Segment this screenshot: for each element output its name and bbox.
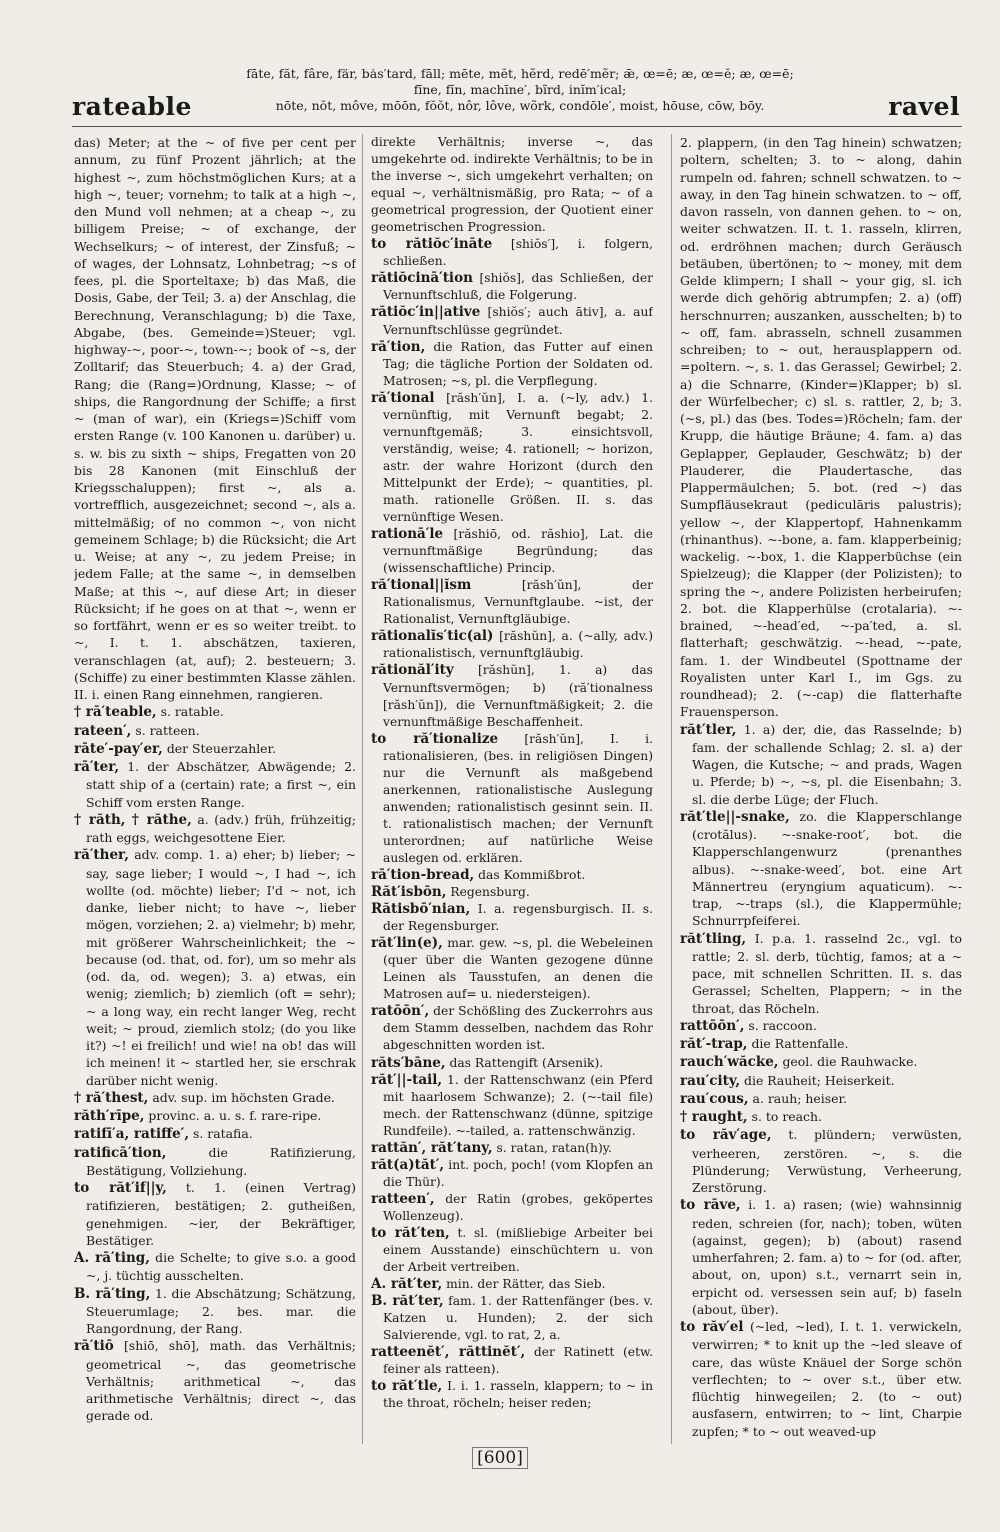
entry-text: I. a. regensburgisch. II. s. der Regensburger. — [383, 902, 653, 934]
headword: ratifī′a, ratiffe′, — [74, 1126, 190, 1143]
dictionary-entry — [371, 1225, 653, 1276]
headword: rā′tiō — [74, 1338, 114, 1355]
entry-text: int. poch, poch! (vom Klopfen an die Thür). — [383, 1157, 653, 1189]
dictionary-entry — [371, 935, 653, 1003]
column-1 — [74, 134, 356, 1444]
entry-text: [shiŏs′; auch ātiv], a. auf Vernunftschlüsse gegründet. — [383, 305, 653, 337]
page-number-label: [600] — [472, 1447, 528, 1469]
dictionary-entry — [680, 1126, 962, 1196]
headword: răt′tling, — [680, 930, 747, 947]
entry-text: [răsh′ŭn], I. i. rationalisieren, (bes. in religiösen Dingen) nur die Vernunft als maßgebend anerkennen, rationalistische Auslegung anwenden; rationalistisch gesinnt sein. II. t. rationalistisch machen; der Vernunft unterordnen; auf natürliche Weise auslegen od. erklären. — [383, 731, 653, 865]
headword: răts′bāne, — [371, 1054, 446, 1071]
entry-text: die Ratifizierung, Bestätigung, Vollziehung. — [86, 1144, 356, 1178]
entry-text: 1. a) der, die, das Rasselnde; b) fam. der schallende Schlag; 2. sl. a) der Wagen, die Kutsche; ~ and prads, Wagen u. Pferde; b) ~, ~s, pl. die Eisenbahn; 3. sl. die derbe Lüge; der Fluch. — [692, 721, 962, 807]
entry-text: [răsh′ŭn], der Rationalismus, Vernunftglaube. ~ist, der Rationalist, Vernunftgläubige. — [383, 578, 653, 627]
headword: ratificā′tion, — [74, 1144, 167, 1161]
dictionary-entry — [680, 808, 962, 930]
entry-text: I. p.a. 1. rasselnd 2c., vgl. to rattle; 2. sl. derb, tüchtig, famos; at a ~ pace, mit schnellen Schritten. II. s. das Gerassel; Schelten, Plappern; ~ in the throat, das Röcheln. — [692, 930, 962, 1016]
entry-text: min. der Rätter, das Sieb. — [442, 1277, 606, 1292]
page-number — [0, 1448, 1000, 1468]
dictionary-entry — [371, 526, 653, 577]
entry-text: zo. die Klapperschlange (crotălus). ~-snake-root′, bot. die Klapperschlangenwurz (prenanthes albus). ~-snake-weed′, bot. eine Art Männertreu (eryngium aquaticum). ~-trap, ~-traps (sl.), die Klappermühle; Schnurrpfeiferei. — [692, 808, 962, 929]
dictionary-entry — [371, 304, 653, 338]
headword: rau′cous, — [680, 1090, 749, 1107]
headword: rationā′le — [371, 526, 444, 543]
headword: rauch′wăcke, — [680, 1054, 779, 1071]
headword: A. răt′ter, — [371, 1276, 443, 1293]
column-divider — [362, 134, 363, 1444]
dictionary-entry — [371, 1378, 653, 1412]
dictionary-entry — [371, 1140, 653, 1157]
dictionary-entry — [371, 1276, 653, 1293]
entry-text: fam. 1. der Rattenfänger (bes. v. Katzen u. Hunden); 2. der sich Salvierende, vgl. to rat, 2, a. — [383, 1294, 653, 1343]
headword: rattăn′, răt′tany, — [371, 1139, 493, 1156]
headword: rateen′, — [74, 722, 132, 739]
headword: to răv′age, — [680, 1127, 772, 1144]
entry-text: adv. sup. im höchsten Grade. — [148, 1089, 335, 1105]
headword: to ră′tionalize — [371, 730, 499, 747]
dictionary-entry — [371, 390, 653, 526]
headword: răt′tler, — [680, 721, 737, 738]
dictionary-entry — [74, 1144, 356, 1180]
headword: † rā′teable, — [74, 704, 157, 721]
headword: ratteen′, — [371, 1190, 435, 1207]
entry-text: das) Meter; at the ~ of five per cent per annum, zu fünf Prozent jährlich; at the highest ~, zum höchstmöglichen Kurs; at a high ~, teuer; vornehm; to talk at a high ~, den Mund voll nehmen; at a cheap ~, zu billigem Preise; ~ of exchange, der Wechselkurs; ~ of interest, der Zinsfuß; ~ of wages, der Lohnsatz, Lohnbetrag; ~s of fees, pl. die Sporteltaxe; b) das Maß, die Dosis, Gabe, der Teil; 3. a) der Anschlag, die Berechnung, Veranschlagung; b) die Taxe, Abgabe, (bes. Gemeinde=)Steuer; vgl. highway-~, poor-~, town-~; book of ~s, der Zolltarif; das Steuerbuch; 4. a) der Grad, Rang; die (Rang=)Ordnung, Klasse; ~ of ships, die Rangordnung der Schiffe; a first ~ (man of war), ein (Kriegs=)Schiff vom ersten Range (v. 100 Kanonen u. darüber) u. s. w. bis zu sixth ~ ships, Fregatten von 20 bis 28 Kanonen (mit Einschluß der Kriegsschaluppen); first ~, als a. vortrefflich, ausgezeichnet; second ~, als a. mittelmäßig; of no common ~, von nicht gemeinem Schlage; b) die Rücksicht; die Art u. Weise; at any ~, zu jedem Preise; in jedem Falle; at the same ~, in demselben Maße; at this ~, auf diese Art; in dieser Rücksicht; if he goes on at that ~, wenn er so fortfährt, wenn er es so weiter treibt. to ~, I. t. 1. abschätzen, taxieren, veranschlagen (at, auf); 2. besteuern; 3. (Schiffe) zu einer bestimmten Klasse zählen. II. i. einen Rang einnehmen, rangieren. — [74, 135, 356, 702]
dictionary-entry — [371, 1191, 653, 1225]
entry-text: [shiŏs], das Schließen, der Vernunftschluß, die Folgerung. — [383, 271, 653, 303]
dictionary-entry — [371, 1055, 653, 1072]
dictionary-entry — [74, 722, 356, 740]
dictionary-entry — [371, 731, 653, 867]
entry-text: s. ratafia. — [189, 1126, 253, 1142]
entry-text: 1. die Abschätzung; Schätzung, Steuerumlage; 2. bes. mar. die Rangordnung, der Rang. — [86, 1285, 356, 1336]
headword: rătionalĭs′tic(al) — [371, 628, 494, 645]
entry-text: [răshŭn], 1. a) das Vernunftsvermögen; b) (ră′tionalness [răsh′ŭn]), die Vernunftmäßigkeit; 2. die vernunftmäßige Beschaffenheit. — [383, 663, 653, 729]
entry-text: [shiŏs′], i. folgern, schließen. — [383, 237, 653, 269]
entry-text: die Rattenfalle. — [747, 1036, 849, 1051]
entry-text: die Ration, das Futter auf einen Tag; die tägliche Portion der Soldaten od. Matrosen; ~s, pl. die Verpflegung. — [383, 339, 653, 388]
entry-continuation — [74, 134, 356, 703]
entry-text: s. ratteen. — [131, 722, 200, 738]
dictionary-entry — [680, 721, 962, 808]
headword: to răt′tle, — [371, 1378, 443, 1395]
entry-text: a. (adv.) früh, frühzeitig; rath eggs, weichgesottene Eier. — [86, 811, 356, 845]
dictionary-entry — [371, 662, 653, 730]
dictionary-entry — [371, 236, 653, 270]
dictionary-entry — [74, 1337, 356, 1424]
entry-text: adv. comp. 1. a) eher; b) lieber; ~ say, sage lieber; I would ~, I had ~, ich wollte (od. möchte) lieber; I'd ~ not, ich danke, lieber nicht; to have ~, lieber mögen, vorziehen; 2. a) vielmehr; b) mehr, mit größerer Wahrscheinlichkeit; the ~ because (od. that, od. for), um so mehr als (od. da, od. wegen); 3. a) etwas, ein wenig; ziemlich; b) ziemlich (oft = sehr); ~ a long way, ein recht langer Weg, recht weit; ~ proud, ziemlich stolz; (do you like it?) ~! ei freilich! und wie! na ob! das will ich meinen! it ~ startled her, sie erschrak darüber nicht wenig. — [86, 847, 356, 1088]
header-rule — [72, 126, 962, 127]
headword: rătionăl′ity — [371, 662, 454, 679]
headword: ră′tional — [371, 389, 435, 406]
dictionary-entry — [74, 740, 356, 758]
headword: ră′ther, — [74, 847, 129, 864]
headword: Răt′isbōn, — [371, 884, 447, 901]
entry-text: direkte Verhältnis; inverse ~, das umgekehrte od. indirekte Verhältnis; to be in the inverse ~, sich umgekehrt verhalten; on equal ~, verhältnismäßig, pro Rata; ~ of a geometrical progression, der Quotient einer geometrischen Progression. — [371, 135, 653, 235]
headword: rau′city, — [680, 1072, 741, 1089]
guide-word-right: ravel — [888, 92, 960, 121]
dictionary-entry — [371, 1157, 653, 1191]
dictionary-entry — [680, 1090, 962, 1108]
entry-continuation — [680, 134, 962, 721]
dictionary-entry — [74, 758, 356, 811]
headword: to răt′ten, — [371, 1225, 450, 1241]
headword: to rătiŏc′ināte — [371, 236, 493, 253]
dictionary-entry — [371, 867, 653, 884]
dictionary-entry — [74, 703, 356, 721]
dictionary-entry — [680, 1035, 962, 1053]
headword: rattōōn′, — [680, 1017, 745, 1034]
dictionary-entry — [74, 1107, 356, 1125]
entry-text: das Kommißbrot. — [474, 868, 586, 883]
headword: ratteenĕt′, răttinĕt′, — [371, 1344, 526, 1361]
entry-text: Regensburg. — [446, 885, 530, 900]
entry-text: s. ratable. — [156, 704, 224, 720]
entry-text: der Schößling des Zuckerrohrs aus dem Stamm desselben, nachdem das Rohr abgeschnitten worden ist. — [383, 1004, 653, 1053]
entry-text: t. plündern; verwüsten, verheeren, zerstören. ~, s. die Plünderung; Verwüstung, Verheerung, Zerstörung. — [692, 1127, 962, 1195]
pronunciation-key — [220, 66, 820, 114]
headword: răt′tle||-snake, — [680, 808, 790, 825]
entry-text: t. 1. (einen Vertrag) ratifizieren, bestätigen; 2. gutheißen, genehmigen. ~ier, der Bekräftiger, Bestätiger. — [86, 1180, 356, 1248]
headword: ră′tional||ĭsm — [371, 577, 472, 594]
entry-text: der Ratinett (etw. feiner als ratteen). — [383, 1345, 653, 1377]
headword: ratōōn′, — [371, 1003, 430, 1020]
headword: răt′-trap, — [680, 1036, 748, 1052]
dictionary-entry — [371, 1072, 653, 1140]
entry-text: i. 1. a) rasen; (wie) wahnsinnig reden, schreien (for, nach); toben, wüten (against, gegen); b) (about) rasend umherfahren; 2. fam. a) to ~ for (od. after, about, on, upon) s.t., vernarrt sein in, erpicht od. versessen sein auf; b) faseln (about, über). — [692, 1197, 962, 1317]
entry-text: s. to reach. — [747, 1109, 822, 1124]
headword: B. rā′ting, — [74, 1285, 151, 1302]
dictionary-entry — [74, 1285, 356, 1338]
dictionary-entry — [371, 901, 653, 935]
pronunciation-key-line: fīne, fĭn, machīne′, bĩrd, inĭm′ical; — [413, 82, 627, 97]
dictionary-entry — [74, 1179, 356, 1249]
headword: rā′tion, — [371, 338, 426, 355]
dictionary-entry — [74, 846, 356, 1089]
dictionary-entry — [371, 884, 653, 901]
headword: to răt′if||y, — [74, 1180, 167, 1196]
headword: rătiŏcinā′tion — [371, 270, 473, 287]
dictionary-entry — [680, 1072, 962, 1090]
headword: B. răt′ter, — [371, 1293, 444, 1310]
dictionary-entry — [680, 1318, 962, 1440]
headword: to rāve, — [680, 1197, 741, 1214]
entry-text: 1. der Rattenschwanz (ein Pferd mit haarlosem Schwanze); 2. (~-tail file) mech. der Rattenschwanz (dünne, spitzige Rundfeile). ~-tailed, a. rattenschwänzig. — [383, 1072, 653, 1138]
dictionary-entry — [371, 339, 653, 390]
entry-text: das Rattengift (Arsenik). — [445, 1055, 604, 1070]
entry-text: [shiō, shō], math. das Verhältnis; geometrical ~, das geometrische Verhältnis; arithmetical ~, das arithmetische Verhältnis; direct ~, das gerade od. — [86, 1338, 356, 1424]
entry-text: die Rauheit; Heiserkeit. — [740, 1072, 895, 1088]
entry-text: die Schelte; to give s.o. a good ~, j. tüchtig ausschelten. — [86, 1250, 356, 1284]
dictionary-entry — [74, 1249, 356, 1285]
dictionary-entry — [74, 1089, 356, 1107]
column-2 — [371, 134, 653, 1444]
entry-text: 2. plappern, (in den Tag hinein) schwatzen; poltern, schelten; 3. to ~ along, dahin rumpeln od. fahren; schnell schwatzen. to ~ away, in den Tag hinein schwatzen. to ~ off, davon rasseln, von dannen gehen. to ~ on, weiter schwatzen. II. t. 1. rasseln, klirren, od. erdröhnen machen; durch Geräusch betäuben, übertönen; to ~ money, mit dem Gelde klimpern; I shall ~ your gig, sl. ich werde dich gehörig abtrumpfen; 2. a) (off) herschnurren; auszanken, ausschelten; b) to ~ off, fam. abrasseln, schnell zusammen schreiben; to ~ out, herausplappern od. =poltern. ~, s. 1. das Gerassel; Gewirbel; 2. a) die Schnarre, (Kinder=)Klapper; b) sl. der Würfelbecher; c) sl. s. rattler, 2, b; 3. (~s, pl.) das (bes. Todes=)Röcheln; fam. der Krupp, die häutige Bräune; 4. fam. a) das Geplapper, Geplauder, Geschwätz; b) der Plauderer, die Plaudertasche, das Plappermäulchen; 5. bot. (red ~) das Sumpfläusekraut (pediculāris palustris); yellow ~, der Klappertopf, Hahnenkamm (rhinanthus). ~-bone, a. fam. klapperbeinig; wackelig. ~-box, 1. die Klapperbüchse (ein Spielzeug); die Klapper (der Polizisten); to spring the ~, andere Polizisten herbeirufen; 2. bot. die Klapperhülse (crotalaria). ~-brained, ~-head′ed, ~-pa′ted, a. sl. flatterhaft; geschwätzig. ~-head, ~-pate, fam. 1. der Windbeutel (Spottname der Royalisten unter Karl I., im Ggs. zu roundhead); 2. (~-cap) die flatterhafte Frauensperson. — [680, 135, 962, 720]
headword: A. rā′ting, — [74, 1250, 150, 1266]
entry-text: der Ratin (grobes, geköpertes Wollenzeug). — [383, 1191, 653, 1223]
entry-text: [răshŭn], a. (~ally, adv.) rationalistisch, vernunftgläubig. — [383, 629, 653, 661]
dictionary-entry — [371, 577, 653, 628]
dictionary-entry — [74, 1125, 356, 1143]
entry-text: [răshiō, od. răshio], Lat. die vernunftmäßige Begründung; das (wissenschaftliche) Princip. — [383, 527, 653, 576]
entry-text: I. i. 1. rasseln, klappern; to ~ in the throat, röcheln; heiser reden; — [383, 1379, 653, 1411]
pronunciation-key-line: nōte, nŏt, môve, mōōn, fŏŏt, nôr, lôve, wõrk, condōle′, moist, hōuse, cōw, bōy. — [275, 98, 765, 113]
headword: răt′||-tail, — [371, 1071, 443, 1088]
headword: to răv′el — [680, 1319, 744, 1335]
headword: răth′rīpe, — [74, 1108, 145, 1124]
entry-text: 1. der Abschätzer, Abwägende; 2. statt ship of a (certain) rate; a first ~, ein Schiff vom ersten Range. — [86, 759, 356, 810]
dictionary-entry — [371, 1293, 653, 1344]
entry-text: a. rauh; heiser. — [748, 1090, 848, 1106]
headword: † ră′thest, — [74, 1089, 149, 1106]
headword: rāte′-pay′er, — [74, 740, 163, 757]
headword: Rătisbō′nian, — [371, 901, 471, 918]
entry-text: (~led, ~led), I. t. 1. verwickeln, verwirren; * to knit up the ~led sleave of care, das wüste Knäuel der Sorge schön verflechten; to ~ over s.t., über etw. flüchtig hinwegeilen; 2. (to ~ out) ausfasern, entwirren; to ~ lint, Charpie zupfen; * to ~ out weaved-up — [692, 1319, 962, 1439]
dictionary-entry — [680, 1108, 962, 1126]
dictionary-entry — [680, 930, 962, 1017]
pronunciation-key-line: fāte, făt, fâre, fär, bȧs′tard, fāll; mēte, mĕt, hẽrd, redē′mẽr; ǣ, œ=ē; æ, œ=ĕ; æ, œ=ē; — [246, 66, 794, 81]
headword: răt(a)tăt′, — [371, 1156, 445, 1173]
entry-text: mar. gew. ~s, pl. die Webeleinen (quer über die Wanten gezogene dünne Leinen als Tausstufen, an denen die Matrosen auf= u. niedersteigen). — [383, 936, 653, 1002]
guide-word-left: rateable — [72, 92, 192, 121]
dictionary-entry — [371, 270, 653, 304]
entry-text: s. ratan, ratan(h)y. — [492, 1140, 612, 1155]
entry-continuation — [371, 134, 653, 236]
headword: † raught, — [680, 1109, 748, 1125]
dictionary-entry — [680, 1196, 962, 1318]
dictionary-entry — [74, 811, 356, 847]
headword: răt′lin(e), — [371, 935, 443, 952]
entry-text: geol. die Rauhwacke. — [778, 1054, 918, 1070]
headword: † răth, † răthe, — [74, 811, 192, 828]
dictionary-entry — [371, 1344, 653, 1378]
entry-text: [răsh′ŭn], I. a. (~ly, adv.) 1. vernünftig, mit Vernunft begabt; 2. vernunftgemäß; 3. einsichtsvoll, verständig, weise; 4. rationell; ~ horizon, astr. der wahre Horizont (durch den Mittelpunkt der Erde); ~ quantities, pl. math. rationelle Größen. II. s. das vernünftige Wesen. — [383, 390, 653, 525]
dictionary-entry — [680, 1053, 962, 1071]
entry-text: der Steuerzahler. — [162, 740, 277, 756]
column-divider — [671, 134, 672, 1444]
entry-text: s. raccoon. — [744, 1017, 817, 1033]
column-3 — [680, 134, 962, 1444]
headword: rā′ter, — [74, 759, 120, 775]
headword: rā′tion-bread, — [371, 867, 475, 884]
entry-text: t. sl. (mißliebige Arbeiter bei einem Ausstande) einschüchtern u. von der Arbeit vertreiben. — [383, 1226, 653, 1275]
headword: rătiŏc′in||ative — [371, 304, 481, 321]
dictionary-entry — [680, 1017, 962, 1035]
dictionary-entry — [371, 1003, 653, 1054]
entry-text: provinc. a. u. s. f. rare-ripe. — [144, 1108, 322, 1123]
dictionary-entry — [371, 628, 653, 662]
